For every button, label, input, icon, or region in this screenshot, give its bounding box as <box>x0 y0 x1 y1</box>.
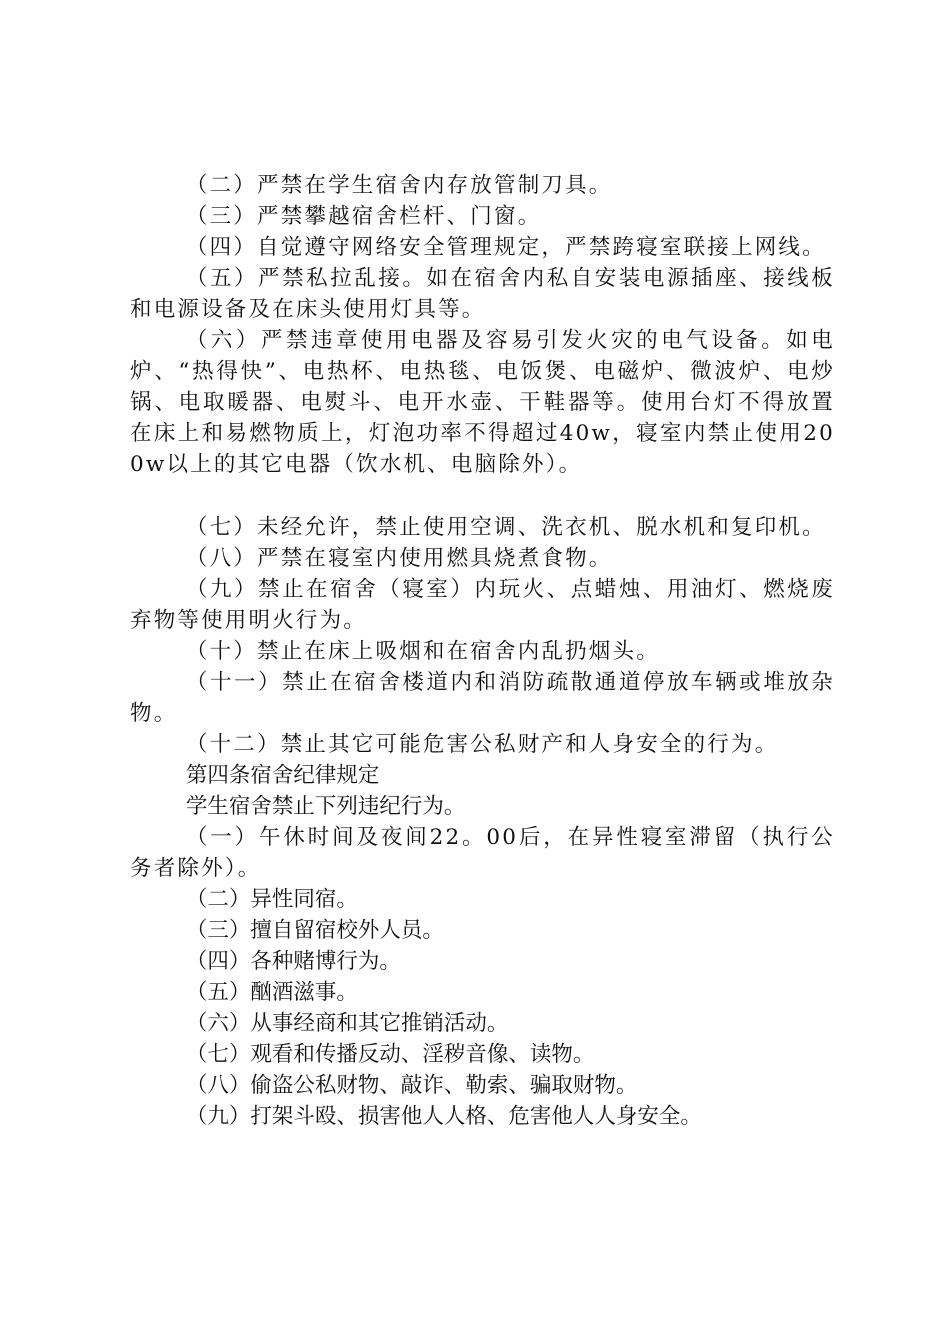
paragraph: （八）严禁在寝室内使用燃具烧煮食物。 <box>185 546 613 571</box>
paragraph: （六）从事经商和其它推销活动。 <box>185 1011 509 1036</box>
paragraph: （三）擅自留宿校外人员。 <box>185 918 444 943</box>
paragraph: （五）严禁私拉乱接。如在宿舍内私自安装电源插座、接线板和电源设备及在床头使用灯具等。 <box>130 266 835 322</box>
paragraph: （九）禁止在宿舍（寝室）内玩火、点蜡烛、用油灯、燃烧废弃物等使用明火行为。 <box>130 577 835 633</box>
paragraph: （三）严禁攀越宿舍栏杆、门窗。 <box>185 204 542 229</box>
paragraph: （七）未经允许，禁止使用空调、洗衣机、脱水机和复印机。 <box>185 515 826 540</box>
document-body <box>130 170 835 1132</box>
paragraph: （十）禁止在床上吸烟和在宿舍内乱扔烟头。 <box>185 639 660 664</box>
paragraph: （十一）禁止在宿舍楼道内和消防疏散通道停放车辆或堆放杂物。 <box>130 670 835 726</box>
paragraph: （七）观看和传播反动、淫秽音像、读物。 <box>185 1042 595 1067</box>
paragraph: （四）自觉遵守网络安全管理规定，严禁跨寝室联接上网线。 <box>185 235 826 260</box>
paragraph: （十二）禁止其它可能危害公私财产和人身安全的行为。 <box>185 732 779 757</box>
paragraph: （五）酗酒滋事。 <box>185 980 358 1005</box>
paragraph: （六）严禁违章使用电器及容易引发火灾的电气设备。如电炉、“热得快”、电热杯、电热毯、电饭煲、电磁炉、微波炉、电炒锅、电取暖器、电熨斗、电开水壶、干鞋器等。使用台灯不得放置在床上和易燃物质上，灯泡功率不得超过40w，寝室内禁止使用200w以上的其它电器（饮水机、电脑除外）。 <box>130 328 835 477</box>
section-heading: 第四条宿舍纪律规定 <box>185 763 380 788</box>
paragraph: （一）午休时间及夜间22。00后，在异性寝室滞留（执行公务者除外）。 <box>130 825 835 881</box>
paragraph: （二）严禁在学生宿舍内存放管制刀具。 <box>185 173 613 198</box>
paragraph: 学生宿舍禁止下列违纪行为。 <box>185 794 466 819</box>
paragraph: （二）异性同宿。 <box>185 887 358 912</box>
paragraph: （八）偷盗公私财物、敲诈、勒索、骗取财物。 <box>185 1073 638 1098</box>
paragraph: （九）打架斗殴、损害他人人格、危害他人人身安全。 <box>185 1104 702 1129</box>
paragraph: （四）各种赌博行为。 <box>185 949 401 974</box>
